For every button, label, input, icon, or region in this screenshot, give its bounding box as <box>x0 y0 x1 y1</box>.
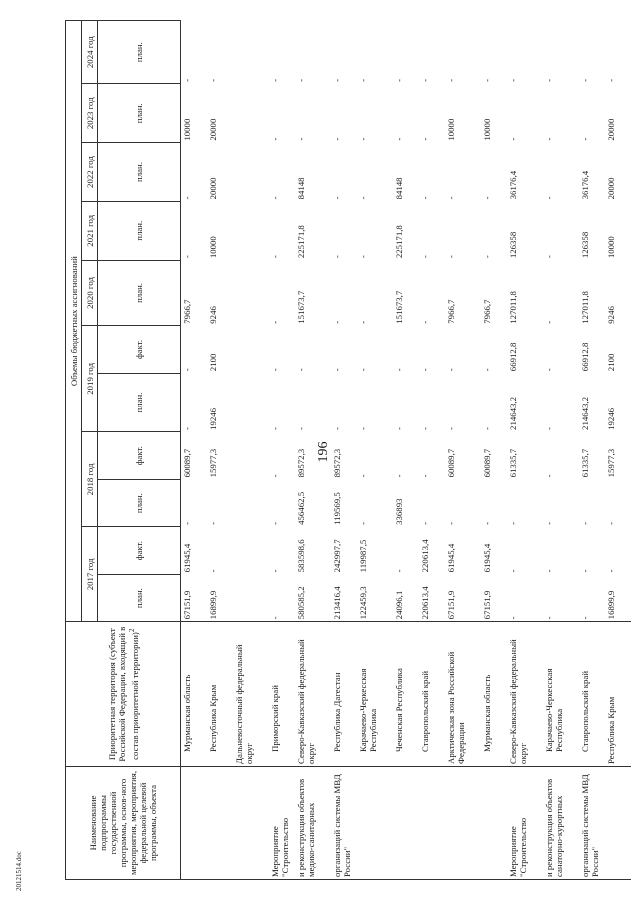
table-row <box>181 21 208 880</box>
value-cell: - <box>446 427 456 430</box>
value-cell: - <box>446 521 456 525</box>
value-cell: - <box>332 368 342 372</box>
table-row <box>605 21 631 880</box>
value-cell: 16899,9 <box>208 590 218 620</box>
value-cell: - <box>394 368 404 372</box>
value-cell: - <box>358 137 368 141</box>
header-program-name: Наименование подпрограммы государственной программы, основ-ного мероприятия, мероприятия, федеральной целевой программы, объекта <box>66 766 181 879</box>
value-cell: - <box>358 78 368 82</box>
table-row <box>445 21 481 880</box>
value-cell: 60089,7 <box>446 448 456 478</box>
value-cell: 119987,5 <box>358 539 368 573</box>
value-cell: - <box>580 616 590 620</box>
value-cell: - <box>544 427 554 430</box>
value-cell: - <box>182 78 192 82</box>
table-row <box>269 21 295 880</box>
value-cell: 10000 <box>446 118 456 141</box>
value-cell: - <box>420 474 430 478</box>
program-name-cell: организаций системы МВД России" <box>331 766 357 879</box>
value-cell <box>233 479 269 526</box>
value-cell: - <box>270 137 280 141</box>
value-cell: 61945,4 <box>182 543 192 573</box>
territory-cell: Приморский край <box>269 622 295 767</box>
value-cell: - <box>420 137 430 141</box>
value-cell: - <box>270 521 280 525</box>
program-name-cell: Мероприятие "Строительство <box>507 766 543 879</box>
plan-header: план. <box>98 143 181 202</box>
value-cell: - <box>332 320 342 324</box>
value-cell: - <box>358 427 368 430</box>
value-cell: - <box>580 137 590 141</box>
value-cell: - <box>544 569 554 573</box>
program-name-cell <box>445 766 481 879</box>
value-cell: 16899,9 <box>606 590 616 620</box>
territory-cell: Мурманская область <box>181 622 208 767</box>
value-cell <box>233 201 269 260</box>
value-cell: 127011,8 <box>580 291 590 324</box>
table-row <box>419 21 445 880</box>
value-cell: 336893 <box>394 498 404 525</box>
program-name-cell: организаций системы МВД России" <box>579 766 605 879</box>
value-cell: 151673,7 <box>394 290 404 324</box>
value-cell: - <box>482 521 492 525</box>
value-cell: - <box>332 196 342 200</box>
value-cell: - <box>508 137 518 141</box>
value-cell: - <box>332 255 342 259</box>
territory-cell: Дальневосточный федеральный округ <box>233 622 269 767</box>
value-cell: - <box>208 569 218 573</box>
value-cell: 15977,3 <box>606 448 616 478</box>
value-cell: 220613,4 <box>420 586 430 620</box>
program-name-cell <box>481 766 507 879</box>
plan-header: план. <box>98 373 181 432</box>
program-name-cell <box>233 766 269 879</box>
value-cell: 580585,2 <box>296 586 306 620</box>
value-cell: - <box>332 427 342 430</box>
territory-cell: Республика Крым <box>605 622 631 767</box>
value-cell: - <box>544 320 554 324</box>
value-cell: - <box>508 569 518 573</box>
value-cell: 10000 <box>182 118 192 141</box>
year-header: 2024 год <box>82 21 98 84</box>
value-cell <box>233 326 269 373</box>
value-cell: 242997,7 <box>332 539 342 573</box>
plan-header: план. <box>98 574 181 621</box>
year-header: 2019 год <box>82 326 98 432</box>
table-row <box>507 21 543 880</box>
value-cell: 20000 <box>606 118 616 141</box>
program-name-cell: Мероприятие "Строительство <box>269 766 295 879</box>
value-cell: - <box>508 78 518 82</box>
territory-cell: Северо-Кавказский федеральный округ <box>507 622 543 767</box>
plan-header: план. <box>98 84 181 143</box>
value-cell: - <box>580 569 590 573</box>
value-cell: - <box>446 255 456 259</box>
value-cell: - <box>482 78 492 82</box>
territory-cell: Арктическая зона Российской Федерации <box>445 622 481 767</box>
value-cell: - <box>270 78 280 82</box>
program-name-cell <box>357 766 393 879</box>
territory-cell: Карачаево-Черкесская Республика <box>357 622 393 767</box>
value-cell: - <box>482 427 492 430</box>
value-cell: - <box>580 78 590 82</box>
value-cell: 60089,7 <box>482 448 492 478</box>
value-cell: - <box>420 255 430 259</box>
value-cell: 66912,8 <box>508 342 518 372</box>
value-cell <box>233 260 269 326</box>
value-cell: 10000 <box>606 236 616 259</box>
value-cell: 214643,2 <box>508 396 518 430</box>
table-row <box>357 21 393 880</box>
value-cell: - <box>182 255 192 259</box>
value-cell: - <box>482 368 492 372</box>
page-number: 196 <box>316 441 331 463</box>
value-cell: 89572,3 <box>332 448 342 478</box>
value-cell: 456462,5 <box>296 491 306 525</box>
value-cell: 583598,6 <box>296 539 306 573</box>
value-cell: 20000 <box>208 118 218 141</box>
program-name-cell: и реконструкция объектов санаторно-курортных <box>543 766 579 879</box>
value-cell: 67151,9 <box>482 590 492 620</box>
value-cell: 119569,5 <box>332 492 342 525</box>
fact-header: факт. <box>98 326 181 373</box>
value-cell: 60089,7 <box>182 448 192 478</box>
territory-cell: Мурманская область <box>481 622 507 767</box>
territory-cell: Ставропольский край <box>419 622 445 767</box>
value-cell: - <box>544 137 554 141</box>
value-cell: - <box>420 196 430 200</box>
year-header: 2021 год <box>82 201 98 260</box>
budget-table <box>65 20 631 880</box>
value-cell <box>233 432 269 479</box>
value-cell: 7966,7 <box>182 299 192 324</box>
value-cell <box>233 574 269 621</box>
territory-cell: Чеченская Республика <box>393 622 419 767</box>
fact-header: факт. <box>98 432 181 479</box>
value-cell: - <box>394 474 404 478</box>
value-cell: - <box>270 569 280 573</box>
program-name-cell <box>393 766 419 879</box>
value-cell: 67151,9 <box>446 590 456 620</box>
value-cell <box>233 373 269 432</box>
value-cell: 61945,4 <box>446 543 456 573</box>
value-cell: 15977,3 <box>208 448 218 478</box>
value-cell: 84148 <box>394 177 404 200</box>
value-cell: - <box>508 521 518 525</box>
value-cell: 213416,4 <box>332 586 342 620</box>
value-cell: 126358 <box>580 231 590 259</box>
value-cell: - <box>508 616 518 620</box>
value-cell: - <box>544 78 554 82</box>
table-row <box>295 21 331 880</box>
value-cell: - <box>580 521 590 525</box>
value-cell: - <box>544 255 554 259</box>
value-cell: 67151,9 <box>182 590 192 620</box>
territory-cell: Северо-Кавказский федеральный округ <box>295 622 331 767</box>
value-cell: 2100 <box>606 353 616 372</box>
value-cell: - <box>332 78 342 82</box>
year-header: 2017 год <box>82 527 98 622</box>
value-cell: - <box>358 521 368 525</box>
plan-header: план. <box>98 21 181 84</box>
plan-header: план. <box>98 201 181 260</box>
value-cell <box>233 21 269 84</box>
value-cell: - <box>394 137 404 141</box>
value-cell: 122459,3 <box>358 586 368 620</box>
rotated-table-container <box>65 20 616 880</box>
value-cell <box>233 527 269 574</box>
value-cell: - <box>544 196 554 200</box>
value-cell: - <box>270 616 280 620</box>
value-cell: - <box>270 255 280 259</box>
value-cell: - <box>296 78 306 82</box>
value-cell <box>233 84 269 143</box>
value-cell: - <box>270 320 280 324</box>
fact-header: факт. <box>98 527 181 574</box>
value-cell: 225171,8 <box>296 225 306 259</box>
value-cell: - <box>544 521 554 525</box>
header-territory <box>66 622 181 767</box>
territory-cell: Карачаево-Черкесская Республика <box>543 622 579 767</box>
value-cell: 127011,8 <box>508 291 518 324</box>
year-header: 2023 год <box>82 84 98 143</box>
value-cell: - <box>446 78 456 82</box>
value-cell: 66912,8 <box>580 342 590 372</box>
value-cell: 61945,4 <box>482 543 492 573</box>
value-cell: - <box>296 368 306 372</box>
value-cell: - <box>358 320 368 324</box>
value-cell: - <box>270 427 280 430</box>
value-cell: - <box>358 196 368 200</box>
header-territory-text: Приоритетная территория (субъект Российской Федерации, входящий в состав приоритетной территории) <box>106 626 140 762</box>
footnote-marker: 2 <box>126 628 136 633</box>
table-row <box>543 21 579 880</box>
value-cell: 7966,7 <box>446 299 456 324</box>
value-cell: - <box>544 474 554 478</box>
program-name-cell <box>605 766 631 879</box>
value-cell: - <box>208 521 218 525</box>
value-cell: 220613,4 <box>420 539 430 573</box>
value-cell: - <box>270 196 280 200</box>
value-cell: 7966,7 <box>482 299 492 324</box>
value-cell: - <box>182 196 192 200</box>
value-cell: - <box>446 368 456 372</box>
table-body <box>181 21 632 880</box>
value-cell: 9246 <box>208 306 218 324</box>
table-row <box>331 21 357 880</box>
value-cell: 84148 <box>296 177 306 200</box>
value-cell: 24096,1 <box>394 590 404 620</box>
value-cell: - <box>358 474 368 478</box>
plan-header: план. <box>98 260 181 326</box>
program-name-cell: и реконструкция объектов медико-санитарных <box>295 766 331 879</box>
value-cell: - <box>420 78 430 82</box>
territory-cell: Республика Крым <box>207 622 233 767</box>
value-cell: - <box>182 521 192 525</box>
value-cell: - <box>358 255 368 259</box>
program-name-cell <box>207 766 233 879</box>
value-cell: 151673,7 <box>296 290 306 324</box>
value-cell: - <box>606 521 616 525</box>
value-cell: - <box>296 137 306 141</box>
value-cell: 89572,3 <box>296 448 306 478</box>
territory-cell: Республика Дагестан <box>331 622 357 767</box>
value-cell: 2100 <box>208 353 218 372</box>
value-cell: 10000 <box>482 118 492 141</box>
value-cell: - <box>394 427 404 430</box>
year-header: 2020 год <box>82 260 98 326</box>
value-cell: 36176,4 <box>508 170 518 200</box>
value-cell: - <box>182 368 192 372</box>
territory-cell: Ставропольский край <box>579 622 605 767</box>
value-cell: - <box>446 196 456 200</box>
value-cell: 19246 <box>208 407 218 430</box>
value-cell: - <box>358 368 368 372</box>
table-row <box>481 21 507 880</box>
value-cell: 9246 <box>606 306 616 324</box>
value-cell: 19246 <box>606 407 616 430</box>
value-cell: 36176,4 <box>580 170 590 200</box>
plan-header: план. <box>98 479 181 526</box>
value-cell: - <box>420 368 430 372</box>
value-cell: 61335,7 <box>580 448 590 478</box>
value-cell: - <box>208 78 218 82</box>
value-cell: - <box>420 427 430 430</box>
value-cell: - <box>332 137 342 141</box>
value-cell: - <box>182 427 192 430</box>
program-name-cell <box>181 766 208 879</box>
header-budget-volumes: Объемы бюджетных ассигнований <box>66 21 82 622</box>
table-row <box>207 21 233 880</box>
value-cell: - <box>394 78 404 82</box>
year-header: 2018 год <box>82 432 98 527</box>
value-cell: 20000 <box>606 177 616 200</box>
value-cell: - <box>606 78 616 82</box>
value-cell: - <box>544 616 554 620</box>
value-cell: 20000 <box>208 177 218 200</box>
value-cell: - <box>606 569 616 573</box>
value-cell: 225171,8 <box>394 225 404 259</box>
value-cell: - <box>420 320 430 324</box>
value-cell: 61335,7 <box>508 448 518 478</box>
value-cell <box>233 143 269 202</box>
value-cell: 10000 <box>208 236 218 259</box>
value-cell: - <box>270 368 280 372</box>
year-header: 2022 год <box>82 143 98 202</box>
footer-file-name: 20121514.doc <box>15 851 23 891</box>
value-cell: - <box>482 196 492 200</box>
program-name-cell <box>419 766 445 879</box>
value-cell: - <box>544 368 554 372</box>
table-row <box>393 21 419 880</box>
value-cell: - <box>482 255 492 259</box>
value-cell: 214643,2 <box>580 396 590 430</box>
value-cell: - <box>394 569 404 573</box>
value-cell: - <box>270 474 280 478</box>
value-cell: 126358 <box>508 231 518 259</box>
table-row <box>579 21 605 880</box>
value-cell: - <box>420 521 430 525</box>
table-row <box>233 21 269 880</box>
value-cell: - <box>296 427 306 430</box>
